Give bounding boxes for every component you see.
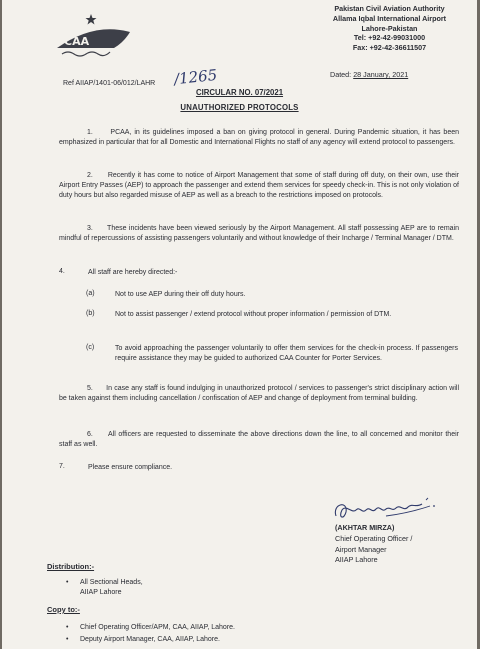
distribution-item: • All Sectional Heads, AIIAP Lahore [66, 579, 143, 596]
paragraph-text: Recently it has come to notice of Airport Management that some of staff during off duty, on their own, use their Airport Entry Passes (AEP) to approach the passenger and extend them services for speedy check-in. This is not only violation of duty hours but also regarded misuse of AEP as well as a breach to the restrictions imposed on protocols. [59, 172, 459, 199]
signatory-title-3: AIIAP Lahore [335, 555, 378, 565]
paragraph-text: These incidents have been viewed seriously by the Airport Management. All staff possessing AEP are to remain mindful of repercussions of assisting passengers voluntarily and without knowledge of their Incharge / Terminal Manager / DTM. [59, 225, 459, 242]
direction-a-text: Not to use AEP during their off duty hours. [115, 291, 246, 298]
direction-c-text: To avoid approaching the passenger voluntarily to offer them services for the check-in process. If passengers require assistance they may be guided to authorized CAA Counter for Porter Services. [115, 345, 458, 362]
circular-document [2, 0, 477, 649]
signatory-title-2: Airport Manager [335, 544, 387, 554]
paragraph-2 [59, 171, 459, 201]
paragraph-text: All officers are requested to disseminate the above directions down the line, to all concerned and monitor their staff as well. [59, 431, 459, 448]
paragraph-4-text: All staff are hereby directed:- [88, 269, 178, 276]
org-name: Pakistan Civil Aviation Authority [334, 4, 445, 13]
bullet-icon: • [66, 636, 69, 643]
date-line [330, 70, 408, 79]
org-address-block [302, 4, 477, 53]
dated-value: 28 January, 2021 [353, 70, 409, 79]
paragraph-6 [59, 430, 459, 450]
paragraph-text: PCAA, in its guidelines imposed a ban on giving protocol in general. During Pandemic situation, it has been emphasized in particular that for all Domestic and International Flights no staff of any agency will extend protocol to passengers. [59, 129, 460, 146]
circular-subject: UNAUTHORIZED PROTOCOLS [180, 103, 299, 112]
signatory-title-1: Chief Operating Officer / [335, 533, 413, 543]
dated-label: Dated: [330, 70, 352, 79]
paragraph-7-number: 7. [59, 463, 65, 470]
svg-text:CAA: CAA [64, 35, 90, 48]
copy-to-item: • Deputy Airport Manager, CAA, AIIAP, Lahore. [66, 636, 220, 643]
paragraph-5 [59, 384, 459, 404]
reference-number: Ref AIIAP/1401-06/012/LAHR [63, 80, 156, 87]
direction-a-letter: (a) [86, 290, 95, 297]
signatory-block [335, 523, 412, 566]
distribution-heading: Distribution:- [47, 562, 95, 571]
paragraph-number: 5. [87, 385, 93, 392]
paragraph-1 [59, 128, 459, 148]
direction-c-letter: (c) [86, 344, 95, 351]
direction-b-letter: (b) [86, 310, 95, 317]
paragraph-number: 6. [87, 431, 93, 438]
copy-to-heading: Copy to:- [47, 605, 80, 614]
paragraph-number: 3. [87, 225, 93, 232]
paragraph-4-number: 4. [59, 268, 65, 275]
airport-name: Allama Iqbal International Airport [332, 13, 447, 23]
caa-logo [54, 12, 132, 60]
reference-handwritten: /1265 [173, 65, 219, 89]
telephone: Tel: +92-42-99031000 [353, 33, 426, 43]
copy-to-item: • Chief Operating Officer/APM, CAA, AIIAP, Lahore. [66, 624, 235, 631]
signatory-name: (AKHTAR MIRZA) [335, 523, 395, 532]
circular-number: CIRCULAR NO. 07/2021 [195, 88, 284, 97]
bullet-icon: • [66, 579, 69, 586]
bullet-icon: • [66, 624, 69, 631]
paragraph-7-text: Please ensure compliance. [88, 464, 173, 471]
paragraph-number: 2. [87, 172, 93, 179]
paragraph-3 [59, 224, 459, 244]
fax: Fax: +92-42-36611507 [352, 43, 427, 53]
city-name: Lahore-Pakistan [361, 23, 418, 33]
direction-b-text: Not to assist passenger / extend protocol without proper information / permission of DTM. [115, 311, 392, 318]
paragraph-text: In case any staff is found indulging in unauthorized protocol / services to passenger's strict disciplinary action will be taken against them including cancellation / confiscation of AEP and change of deployment from terminal building. [59, 385, 460, 402]
handwritten-signature [322, 494, 452, 526]
paragraph-number: 1. [87, 129, 93, 136]
